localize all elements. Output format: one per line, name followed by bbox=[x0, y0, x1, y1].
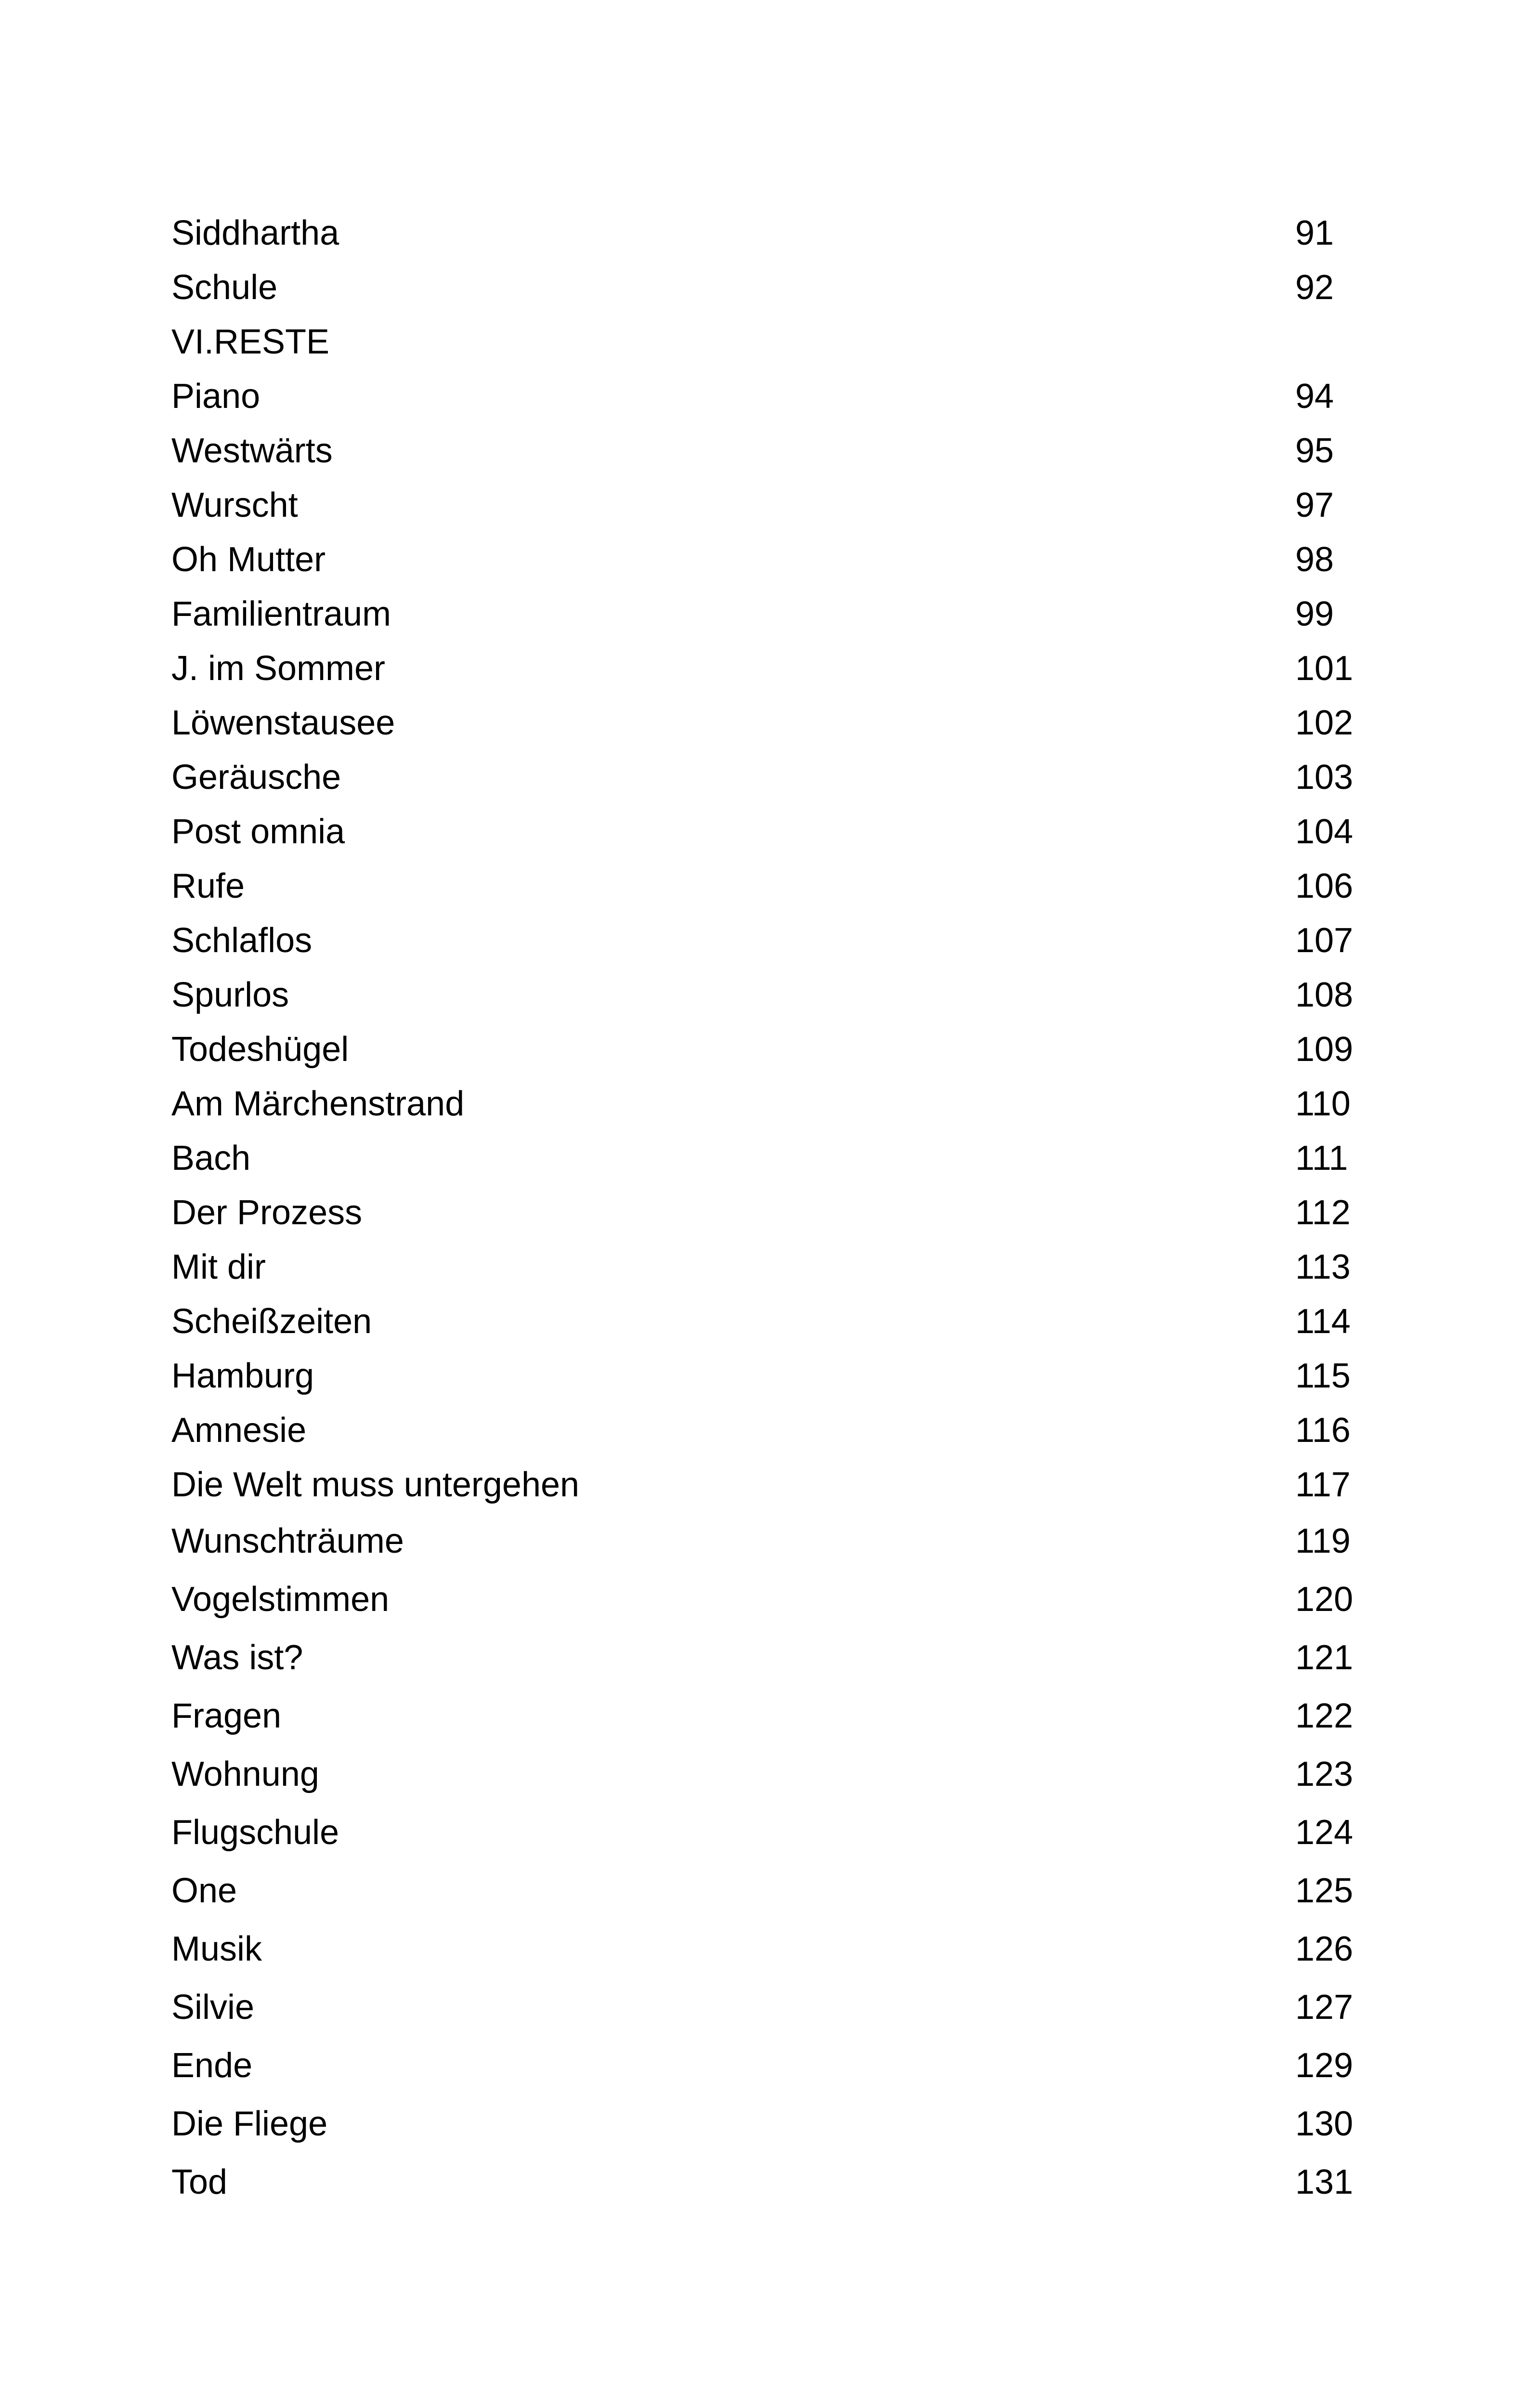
toc-entry-title: Wohnung bbox=[171, 1755, 319, 1793]
toc-entry-title: Piano bbox=[171, 377, 260, 416]
toc-entry-page: 112 bbox=[1295, 1193, 1351, 1232]
toc-entry-page: 127 bbox=[1295, 1988, 1354, 2027]
toc-entry-page: 120 bbox=[1295, 1580, 1354, 1619]
toc-entry-title: Am Märchenstrand bbox=[171, 1085, 465, 1123]
toc-entry bbox=[171, 2037, 1361, 2095]
toc-entry-page: 117 bbox=[1295, 1466, 1351, 1504]
toc-entry bbox=[171, 587, 1361, 641]
toc-entry bbox=[171, 1978, 1361, 2037]
toc-entry bbox=[171, 1022, 1361, 1077]
toc-entry-title: Was ist? bbox=[171, 1638, 303, 1677]
toc-entry-page: 123 bbox=[1295, 1755, 1354, 1793]
toc-entry-title: One bbox=[171, 1871, 237, 1910]
toc-section-title: VI.RESTE bbox=[171, 323, 330, 361]
toc-entry-page: 97 bbox=[1295, 486, 1334, 524]
toc-entry-title: Wurscht bbox=[171, 486, 298, 524]
toc-entry-title: Amnesie bbox=[171, 1411, 307, 1450]
toc-entry bbox=[171, 859, 1361, 914]
toc-entry-page: 119 bbox=[1295, 1522, 1351, 1560]
toc-entry bbox=[171, 1458, 1361, 1512]
toc-entry-page: 101 bbox=[1295, 649, 1354, 688]
toc-entry bbox=[171, 424, 1361, 478]
toc-entry bbox=[171, 1077, 1361, 1131]
toc-section-heading bbox=[171, 315, 1361, 369]
toc-entry bbox=[171, 1804, 1361, 1862]
toc-entry bbox=[171, 1745, 1361, 1804]
toc-entry-title: Der Prozess bbox=[171, 1193, 363, 1232]
toc-entry-title: Post omnia bbox=[171, 812, 345, 851]
toc-entry bbox=[171, 914, 1361, 968]
toc-entry bbox=[171, 1862, 1361, 1920]
toc-entry-title: Ende bbox=[171, 2046, 253, 2085]
toc-entry bbox=[171, 478, 1361, 533]
toc-entry-page: 109 bbox=[1295, 1030, 1354, 1069]
toc-entry-title: Siddhartha bbox=[171, 214, 339, 252]
toc-entry-page: 124 bbox=[1295, 1813, 1354, 1852]
toc-entry-title: Wunschträume bbox=[171, 1522, 404, 1560]
toc-entry-title: Die Welt muss untergehen bbox=[171, 1466, 580, 1504]
toc-entry-page: 99 bbox=[1295, 595, 1334, 633]
toc-entry bbox=[171, 1920, 1361, 1978]
toc-entry-title: Vogelstimmen bbox=[171, 1580, 390, 1619]
toc-entry-title: Löwenstausee bbox=[171, 704, 395, 742]
toc-entry-title: Familientraum bbox=[171, 595, 391, 633]
toc-entry-title: Spurlos bbox=[171, 976, 289, 1014]
toc-entry bbox=[171, 533, 1361, 587]
toc-entry-title: Musik bbox=[171, 1930, 262, 1968]
toc-entry-title: Oh Mutter bbox=[171, 540, 326, 579]
toc-entry-title: Schule bbox=[171, 268, 278, 307]
toc-entry bbox=[171, 805, 1361, 859]
toc-entry-page: 98 bbox=[1295, 540, 1334, 579]
toc-entry bbox=[171, 968, 1361, 1022]
toc-entry-page: 130 bbox=[1295, 2105, 1354, 2143]
toc-entry-page: 91 bbox=[1295, 214, 1334, 252]
toc-entry bbox=[171, 1240, 1361, 1295]
toc-entry-title: Die Fliege bbox=[171, 2105, 328, 2143]
toc-entry-title: Todeshügel bbox=[171, 1030, 349, 1069]
toc-entry bbox=[171, 1349, 1361, 1403]
toc-entry-page: 116 bbox=[1295, 1411, 1351, 1450]
toc-entry-title: Westwärts bbox=[171, 432, 333, 470]
toc-entry bbox=[171, 2153, 1361, 2212]
toc-entry bbox=[171, 1131, 1361, 1186]
toc-entry-title: Silvie bbox=[171, 1988, 255, 2027]
toc-entry-title: J. im Sommer bbox=[171, 649, 386, 688]
toc-entry bbox=[171, 1570, 1361, 1629]
toc-entry bbox=[171, 1629, 1361, 1687]
toc-entry bbox=[171, 261, 1361, 315]
toc-entry-page: 111 bbox=[1295, 1139, 1348, 1178]
toc-entry-title: Rufe bbox=[171, 867, 245, 905]
toc-entry-page: 103 bbox=[1295, 758, 1354, 797]
toc-entry bbox=[171, 1295, 1361, 1349]
toc-entry-page: 108 bbox=[1295, 976, 1354, 1014]
toc-entry-page: 115 bbox=[1295, 1357, 1351, 1395]
toc-entry-title: Fragen bbox=[171, 1697, 282, 1735]
toc-entry-page: 125 bbox=[1295, 1871, 1354, 1910]
toc-entry-page: 131 bbox=[1295, 2163, 1354, 2201]
toc-entry-page: 106 bbox=[1295, 867, 1354, 905]
toc-entry bbox=[171, 1403, 1361, 1458]
toc-entry-page: 122 bbox=[1295, 1697, 1354, 1735]
toc-entry-page: 95 bbox=[1295, 432, 1334, 470]
toc-entry bbox=[171, 641, 1361, 696]
toc-entry-page: 113 bbox=[1295, 1248, 1351, 1286]
toc-entry bbox=[171, 2095, 1361, 2153]
toc-entry-page: 110 bbox=[1295, 1085, 1351, 1123]
toc-entry-title: Mit dir bbox=[171, 1248, 266, 1286]
toc-entry bbox=[171, 750, 1361, 805]
toc-entry-title: Geräusche bbox=[171, 758, 341, 797]
toc-entry-page: 107 bbox=[1295, 921, 1354, 960]
toc-entry-title: Scheißzeiten bbox=[171, 1302, 372, 1341]
toc-entry bbox=[171, 1186, 1361, 1240]
toc-entry-page: 121 bbox=[1295, 1638, 1354, 1677]
toc-entry-title: Schlaflos bbox=[171, 921, 312, 960]
toc-entry-page: 102 bbox=[1295, 704, 1354, 742]
toc-entry bbox=[171, 1512, 1361, 1570]
toc-entry-title: Bach bbox=[171, 1139, 251, 1178]
toc-entry-page: 114 bbox=[1295, 1302, 1351, 1341]
table-of-contents bbox=[171, 206, 1361, 2212]
toc-entry bbox=[171, 206, 1361, 261]
toc-entry bbox=[171, 369, 1361, 424]
toc-entry-title: Tod bbox=[171, 2163, 228, 2201]
toc-entry-title: Flugschule bbox=[171, 1813, 339, 1852]
toc-entry bbox=[171, 1687, 1361, 1745]
toc-entry bbox=[171, 696, 1361, 750]
toc-entry-page: 94 bbox=[1295, 377, 1334, 416]
toc-entry-title: Hamburg bbox=[171, 1357, 314, 1395]
toc-entry-page: 104 bbox=[1295, 812, 1354, 851]
toc-entry-page: 92 bbox=[1295, 268, 1334, 307]
toc-entry-page: 126 bbox=[1295, 1930, 1354, 1968]
toc-entry-page: 129 bbox=[1295, 2046, 1354, 2085]
